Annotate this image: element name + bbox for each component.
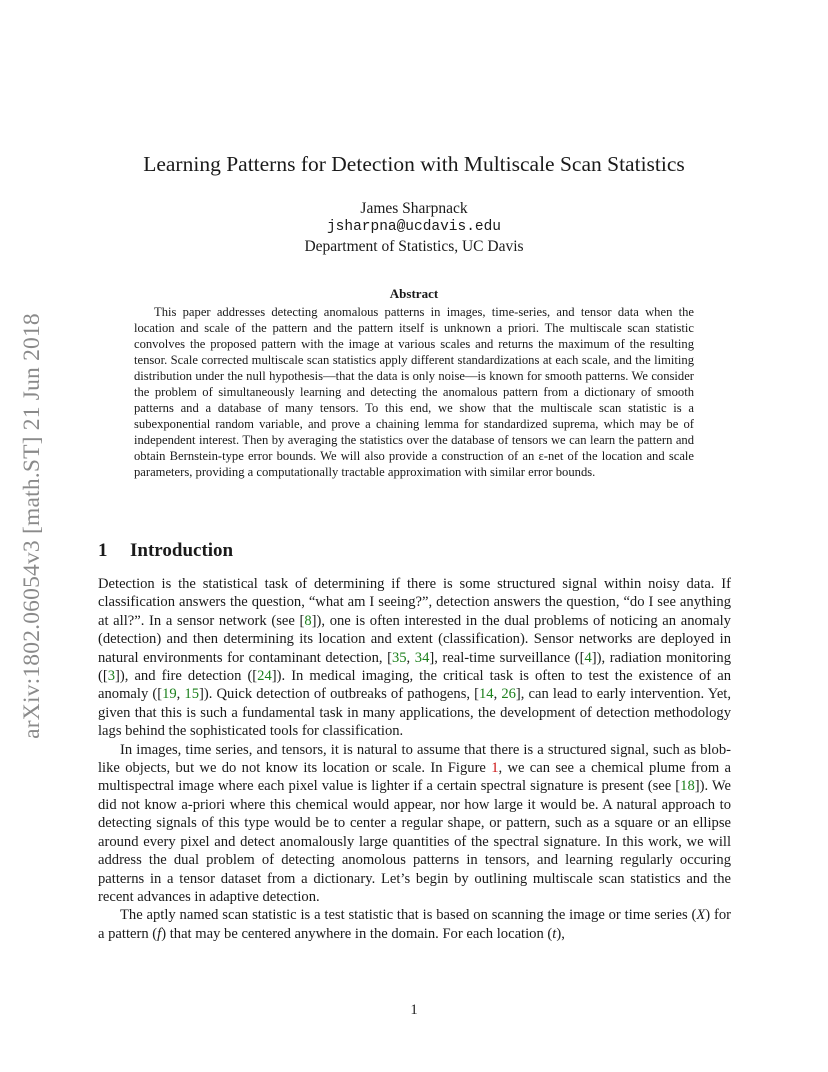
paragraph-2: In images, time series, and tensors, it is natural to assume that there is a structured signal, such as blob-like objects, but we do not know its location or scale. In Figure 1, we can see a chemical plume from a multispectral image where each pixel value is lighter if a certain spectral signature is present (see [18]). We did not know a-priori where this chemical would appear, nor how large it would be. A natural approach to detecting signals of this type would be to center a regular shape, or pattern, such as a square or an ellipse around every pixel and detect anomalously large quantities of the spectral signature. In this work, we will address the dual problem of detecting anomolous patterns in tensors, and learning regularly occuring patterns in a tensor dataset from a dictionary. Let’s begin by outlining multiscale scan statistics and the recent advances in adaptive detection. <box>98 741 732 905</box>
section-number: 1 <box>98 540 108 561</box>
section-title: Introduction <box>130 540 234 561</box>
section-heading <box>98 539 233 563</box>
citation-link[interactable]: 4 <box>584 649 592 666</box>
paragraph-1: Detection is the statistical task of determining if there is some structured signal within noisy data. If classification answers the question, “what am I seeing?”, detection answers the question, “do I see anything at all?”. In a sensor network (see [8]), one is often interested in the dual problems of noticing an anomaly (detection) and then determining its location and extent (classification). Sensor networks are deployed in natural environments for contaminant detection, [35, 34], real-time surveillance ([4]), radiation monitoring ([3]), and fire detection ([24]). In medical imaging, the critical task is often to test the existence of an anomaly ([19, 15]). Quick detection of outbreaks of pathogens, [14, 26], can lead to early intervention. Yet, given that this is such a fundamental task in many applications, the development of detection methodology lags behind the sophisticated tools for classification. <box>98 576 731 740</box>
paragraph-3: The aptly named scan statistic is a test statistic that is based on scanning the image or time series (X) for a pattern (f) that may be centered anywhere in the domain. For each location (t), <box>98 907 732 942</box>
citation-link[interactable]: 34 <box>414 649 430 666</box>
arxiv-id-text: arXiv:1802.06054v3 [math.ST] 21 Jun 2018 <box>19 313 45 739</box>
body-text <box>98 575 731 943</box>
page-number: 1 <box>410 1002 418 1018</box>
citation-link[interactable]: 18 <box>680 778 695 795</box>
math-symbol: f <box>157 925 162 942</box>
author-name: James Sharpnack <box>360 200 468 217</box>
author-email[interactable]: jsharpna@ucdavis.edu <box>326 219 502 235</box>
citation-link[interactable]: 15 <box>184 686 200 703</box>
figure-reference-link[interactable]: 1 <box>491 760 499 777</box>
citation-link[interactable]: 3 <box>107 668 116 685</box>
abstract-heading: Abstract <box>389 286 439 301</box>
paper-title: Learning Patterns for Detection with Multiscale Scan Statistics <box>143 152 685 176</box>
author-affiliation: Department of Statistics, UC Davis <box>304 238 524 255</box>
citation-link[interactable]: 14 <box>478 686 494 703</box>
citation-link[interactable]: 24 <box>257 668 272 685</box>
citation-link[interactable]: 35 <box>391 649 407 666</box>
abstract-body: This paper addresses detecting anomalous patterns in images, time-series, and tensor data when the location and scale of the pattern and the pattern itself is unknown a priori. The multiscale scan statistic convolves the proposed pattern with the image at various scales and returns the maximum of the resulting tensor. Scale corrected multiscale scan statistics apply different standardizations at each scale, and the limiting distribution under the null hypothesis—that the data is only noise—is known for smooth patterns. We consider the problem of simultaneously learning and detecting the anomalous pattern from a dictionary of smooth patterns and a database of many tensors. To this end, we show that the multiscale scan statistic is a subexponential random variable, and prove a chaining lemma for standardized suprema, which may be of independent interest. Then by averaging the statistics over the database of tensors we can learn the pattern and obtain Bernstein-type error bounds. We will also provide a construction of an ε-net of the location and scale parameters, providing a computationally tractable approximation with similar error bounds. <box>134 305 694 480</box>
math-symbol: t <box>552 925 557 942</box>
arxiv-identifier <box>14 276 50 776</box>
citation-link[interactable]: 8 <box>304 612 312 629</box>
math-symbol: X <box>696 907 706 924</box>
citation-link[interactable]: 19 <box>162 686 177 703</box>
citation-link[interactable]: 26 <box>501 686 516 703</box>
